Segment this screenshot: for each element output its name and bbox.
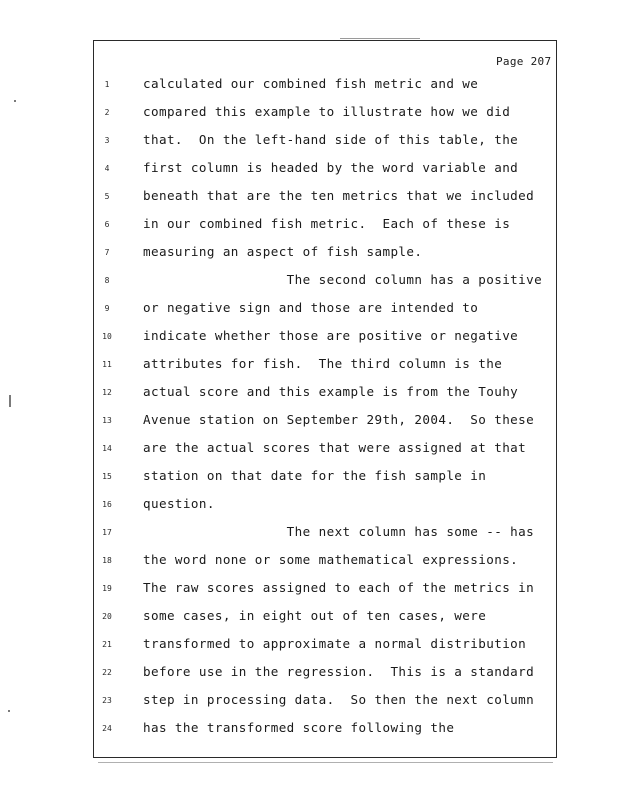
transcript-line: The second column has a positive [143,272,543,287]
transcript-line: the word none or some mathematical expressions. [143,552,519,567]
line-number: 24 [102,724,112,733]
transcript-line: compared this example to illustrate how we did [143,104,511,119]
transcript-line: actual score and this example is from the Touhy [143,384,519,399]
transcript-line: has the transformed score following the [143,720,455,735]
line-number: 19 [102,584,112,593]
line-number: 5 [104,192,110,201]
page-number: Page 207 [496,55,552,68]
transcript-line: transformed to approximate a normal distribution [143,636,527,651]
line-number: 21 [102,640,112,649]
transcript-line: The raw scores assigned to each of the metrics in [143,580,535,595]
transcript-line: question. [143,496,215,511]
line-number: 11 [102,360,112,369]
line-number: 20 [102,612,112,621]
line-number: 8 [104,276,110,285]
line-number: 13 [102,416,112,425]
line-number: 6 [104,220,110,229]
line-number: 4 [104,164,110,173]
transcript-line: in our combined fish metric. Each of these is [143,216,511,231]
line-number: 12 [102,388,112,397]
transcript-line: The next column has some -- has [143,524,535,539]
transcript-line: before use in the regression. This is a standard [143,664,535,679]
line-number: 15 [102,472,112,481]
transcript-line: beneath that are the ten metrics that we included [143,188,535,203]
line-number: 3 [104,136,110,145]
transcript-line: measuring an aspect of fish sample. [143,244,423,259]
scan-speck [9,395,11,407]
scan-speck [340,38,420,39]
line-number: 7 [104,248,110,257]
line-number: 10 [102,332,112,341]
scan-speck [14,100,16,102]
line-number: 16 [102,500,112,509]
scan-speck [8,710,10,712]
scan-speck [98,762,553,763]
transcript-line: are the actual scores that were assigned at that [143,440,527,455]
line-number: 18 [102,556,112,565]
line-number: 9 [104,304,110,313]
transcript-line: first column is headed by the word variable and [143,160,519,175]
line-number: 2 [104,108,110,117]
line-number: 23 [102,696,112,705]
line-number: 1 [104,80,110,89]
transcript-line: or negative sign and those are intended to [143,300,479,315]
transcript-line: step in processing data. So then the next column [143,692,535,707]
transcript-line: calculated our combined fish metric and we [143,76,479,91]
line-number: 22 [102,668,112,677]
transcript-line: that. On the left-hand side of this table, the [143,132,519,147]
line-number: 17 [102,528,112,537]
transcript-line: Avenue station on September 29th, 2004. So these [143,412,535,427]
transcript-line: indicate whether those are positive or negative [143,328,519,343]
transcript-line: some cases, in eight out of ten cases, were [143,608,487,623]
transcript-line: attributes for fish. The third column is the [143,356,503,371]
transcript-line: station on that date for the fish sample in [143,468,487,483]
line-number: 14 [102,444,112,453]
